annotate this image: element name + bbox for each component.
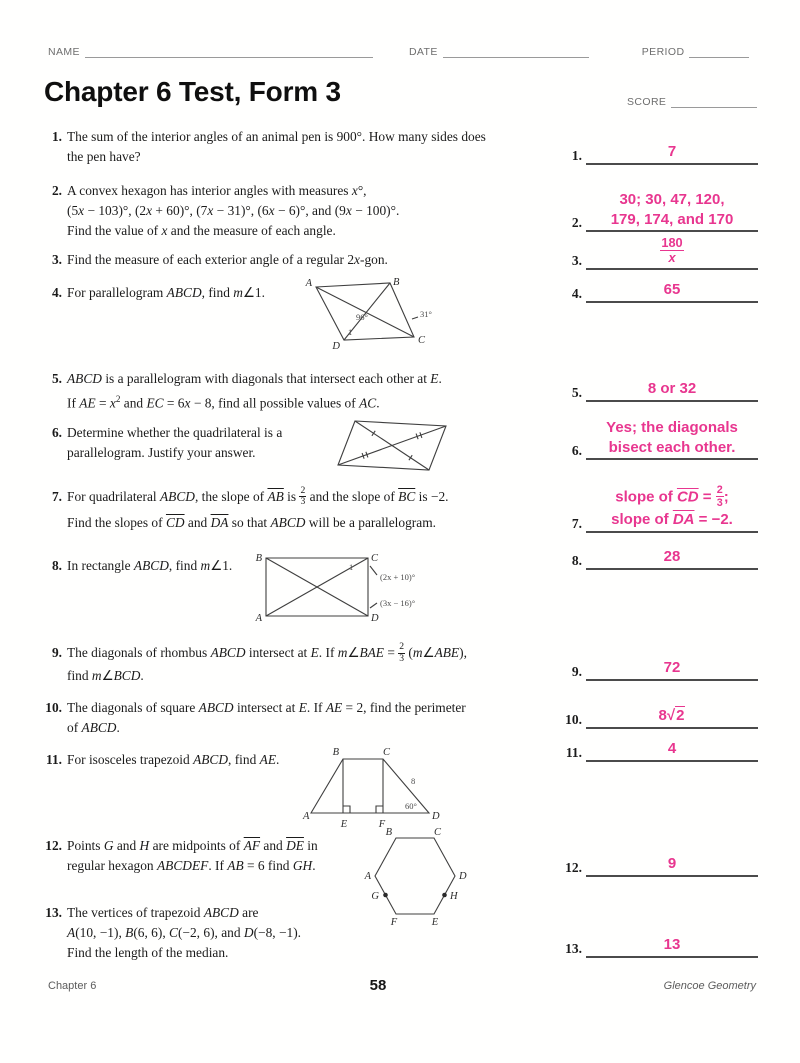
answer-number: 3. <box>571 252 582 268</box>
date-label: DATE <box>408 46 438 58</box>
vertex-label-b: B <box>385 827 392 838</box>
answer-value: bisect each other. <box>608 438 736 456</box>
answer-number: 13. <box>565 940 582 956</box>
answer-slot-7 <box>556 485 758 533</box>
question-number: 12. <box>45 838 62 853</box>
answer-slot-4 <box>556 280 758 303</box>
question-number: 10. <box>45 700 62 715</box>
answer-value: 7 <box>667 143 677 160</box>
answer-blank-line <box>586 142 758 165</box>
score-row <box>627 96 757 108</box>
answer-value: 4 <box>667 740 677 757</box>
vertex-label-b: B <box>393 277 400 288</box>
question-text: (5x − 103)°, (2x + 60)°, (7x − 31)°, (6x − 6)°, and (9x − 100)°. <box>67 203 400 218</box>
question-11 <box>40 750 558 770</box>
answer-blank-line <box>586 658 758 681</box>
answer-number: 8. <box>571 552 582 568</box>
answer-number: 9. <box>571 663 582 679</box>
angle-label-top: (2x + 10)° <box>380 572 416 582</box>
answer-slot-11 <box>556 739 758 762</box>
score-blank-line <box>671 96 757 108</box>
angle-label-1: 1 <box>349 562 354 572</box>
question-9 <box>40 643 558 686</box>
answer-number: 4. <box>571 285 582 301</box>
question-text: Find the length of the median. <box>67 945 229 960</box>
question-text: Find the slopes of $\overline{CD}$ and $\overline{DA}$ so that ABCD will be a parallelogram. <box>67 515 436 530</box>
answer-number: 7. <box>571 515 582 531</box>
period-blank-line <box>689 46 749 58</box>
question-text: Find the value of x and the measure of each angle. <box>67 223 336 238</box>
question-text: Points G and H are midpoints of $\overline{AF}$ and $\overline{DE}$ in <box>67 838 318 853</box>
vertex-label-e: E <box>340 819 348 830</box>
vertex-label-c: C <box>434 827 442 838</box>
answer-blank-line <box>586 739 758 762</box>
answer-slot-1 <box>556 142 758 165</box>
question-text: A(10, −1), B(6, 6), C(−2, 6), and D(−8, −1). <box>67 925 302 940</box>
answer-value: 8√2 <box>658 707 685 724</box>
vertex-label-h: H <box>450 891 458 902</box>
question-text: The vertices of trapezoid ABCD are <box>67 905 259 920</box>
question-12 <box>40 836 558 876</box>
question-text: Determine whether the quadrilateral is a <box>67 425 283 440</box>
vertex-label-d: D <box>332 341 340 352</box>
angle-label-center: 96° <box>356 312 368 322</box>
answer-number: 6. <box>571 443 582 458</box>
page-title: Chapter 6 Test, Form 3 <box>44 76 341 107</box>
vertex-label-e: E <box>431 917 439 928</box>
answer-number: 11. <box>565 744 582 760</box>
answer-blank-line <box>586 418 758 460</box>
vertex-label-a: A <box>305 278 312 289</box>
header-fill-in-row <box>48 46 749 58</box>
question-7 <box>40 484 558 536</box>
answer-blank-line <box>586 547 758 570</box>
vertex-label-b: B <box>255 553 262 564</box>
answer-slot-2 <box>556 190 758 232</box>
answer-blank-line <box>586 379 758 402</box>
footer-brand: Glencoe Geometry <box>663 980 756 992</box>
answer-number: 10. <box>565 711 582 727</box>
question-2 <box>40 181 558 241</box>
footer-chapter-label: Chapter 6 <box>48 980 97 992</box>
vertex-label-a: A <box>303 811 310 822</box>
vertex-label-f: F <box>390 917 398 928</box>
answer-blank-line <box>586 706 758 729</box>
question-number: 11. <box>46 752 62 767</box>
question-1 <box>40 127 558 167</box>
score-label: SCORE <box>627 96 667 108</box>
figure-q11-trapezoid <box>303 745 438 831</box>
answer-value: 30; 30, 47, 120, <box>619 191 725 208</box>
question-number: 13. <box>45 905 62 920</box>
answer-slot-8 <box>556 547 758 570</box>
name-blank-line <box>85 46 373 58</box>
question-text: of ABCD. <box>67 720 120 735</box>
name-label: NAME <box>48 46 80 58</box>
answer-value: Yes; the diagonals <box>606 419 738 436</box>
answer-blank-line <box>586 237 758 270</box>
vertex-label-a: A <box>255 613 262 624</box>
answer-value: 72 <box>663 659 681 676</box>
vertex-label-g: G <box>371 891 379 902</box>
answer-value: 65 <box>663 281 681 298</box>
vertex-label-b: B <box>332 747 339 758</box>
answer-slot-5 <box>556 379 758 402</box>
answer-blank-line <box>586 280 758 303</box>
vertex-label-f: F <box>378 819 386 830</box>
angle-label-1: 1 <box>348 327 353 337</box>
question-number: 1. <box>51 129 62 144</box>
answer-blank-line <box>586 935 758 958</box>
vertex-label-c: C <box>371 553 379 564</box>
answer-value: 9 <box>667 855 677 872</box>
vertex-label-c: C <box>418 335 426 346</box>
answer-value: $\frac{180}{x}$ <box>661 235 683 266</box>
answer-value: 179, 174, and 170 <box>610 210 734 228</box>
question-number: 4. <box>51 285 62 300</box>
question-3 <box>40 250 558 270</box>
question-number: 2. <box>51 183 62 198</box>
answer-value: slope of $\overline{CD}$ = $\frac{2}{3}$ ; <box>615 484 729 510</box>
vertex-label-a: A <box>364 871 371 882</box>
question-text: For parallelogram ABCD, find m∠1. <box>67 285 265 300</box>
question-text: In rectangle ABCD, find m∠1. <box>67 558 233 573</box>
question-text: the pen have? <box>67 149 141 164</box>
question-number: 8. <box>51 558 62 573</box>
answer-slot-6 <box>556 418 758 460</box>
answer-number: 2. <box>571 215 582 230</box>
question-text: A convex hexagon has interior angles with measures x°, <box>67 183 367 198</box>
answer-blank-line <box>586 485 758 533</box>
answer-value: 8 or 32 <box>647 380 697 397</box>
side-label-8: 8 <box>411 776 416 786</box>
answer-value: slope of $\overline{DA} = -2$. <box>611 511 733 529</box>
question-text: Find the measure of each exterior angle of a regular 2x-gon. <box>67 252 388 267</box>
question-10 <box>40 698 558 738</box>
answer-slot-12 <box>556 854 758 877</box>
question-text: ABCD is a parallelogram with diagonals that intersect each other at E. <box>67 371 442 386</box>
answer-value: 28 <box>663 548 681 565</box>
angle-label-31: 31° <box>420 309 432 319</box>
question-number: 3. <box>51 252 62 267</box>
vertex-label-c: C <box>383 747 391 758</box>
answer-slot-3 <box>556 237 758 270</box>
answer-blank-line <box>586 190 758 232</box>
question-13 <box>40 903 558 963</box>
vertex-label-d: D <box>432 811 440 822</box>
question-text: The diagonals of rhombus ABCD intersect at E. If m∠BAE = $\frac{2}{3}$ (m∠ABE), <box>67 641 467 664</box>
question-text: For quadrilateral ABCD, the slope of $\overline{AB}$ is $\frac{2}{3}$ and the slope of $\overline{BC}$ is −2. <box>67 484 449 508</box>
period-label: PERIOD <box>641 46 685 58</box>
question-text: For isosceles trapezoid ABCD, find AE. <box>67 752 280 767</box>
angle-label-60: 60° <box>405 801 417 811</box>
vertex-label-d: D <box>371 613 379 624</box>
question-text: parallelogram. Justify your answer. <box>67 445 256 460</box>
answer-blank-line <box>586 854 758 877</box>
answer-slot-10 <box>556 706 758 729</box>
question-number: 5. <box>51 371 62 386</box>
vertex-label-d: D <box>459 871 467 882</box>
question-text: regular hexagon ABCDEF. If AB = 6 find GH. <box>67 858 316 873</box>
answer-number: 5. <box>571 384 582 400</box>
answer-value: 13 <box>663 936 681 953</box>
question-4 <box>40 283 558 303</box>
question-text: If AE = $x^2$ and EC = 6x − 8, find all possible values of AC. <box>67 394 380 411</box>
question-text: find m∠BCD. <box>67 667 144 683</box>
footer-page-number: 58 <box>369 977 387 994</box>
answer-number: 12. <box>565 859 582 875</box>
answer-slot-9 <box>556 658 758 681</box>
answer-number: 1. <box>571 147 582 163</box>
question-number: 7. <box>51 489 62 504</box>
question-text: The diagonals of square ABCD intersect at E. If AE = 2, find the perimeter <box>67 700 466 715</box>
question-6 <box>40 423 558 463</box>
figure-q8-rectangle <box>256 550 441 626</box>
date-blank-line <box>443 46 589 58</box>
question-text: The sum of the interior angles of an animal pen is 900°. How many sides does <box>67 129 486 144</box>
angle-label-bottom: (3x − 16)° <box>380 598 416 608</box>
question-number: 9. <box>51 645 62 661</box>
answer-slot-13 <box>556 935 758 958</box>
figure-q4-parallelogram <box>300 277 445 353</box>
question-number: 6. <box>51 425 62 440</box>
figure-q6-parallelogram <box>333 415 453 477</box>
question-5 <box>40 369 558 413</box>
